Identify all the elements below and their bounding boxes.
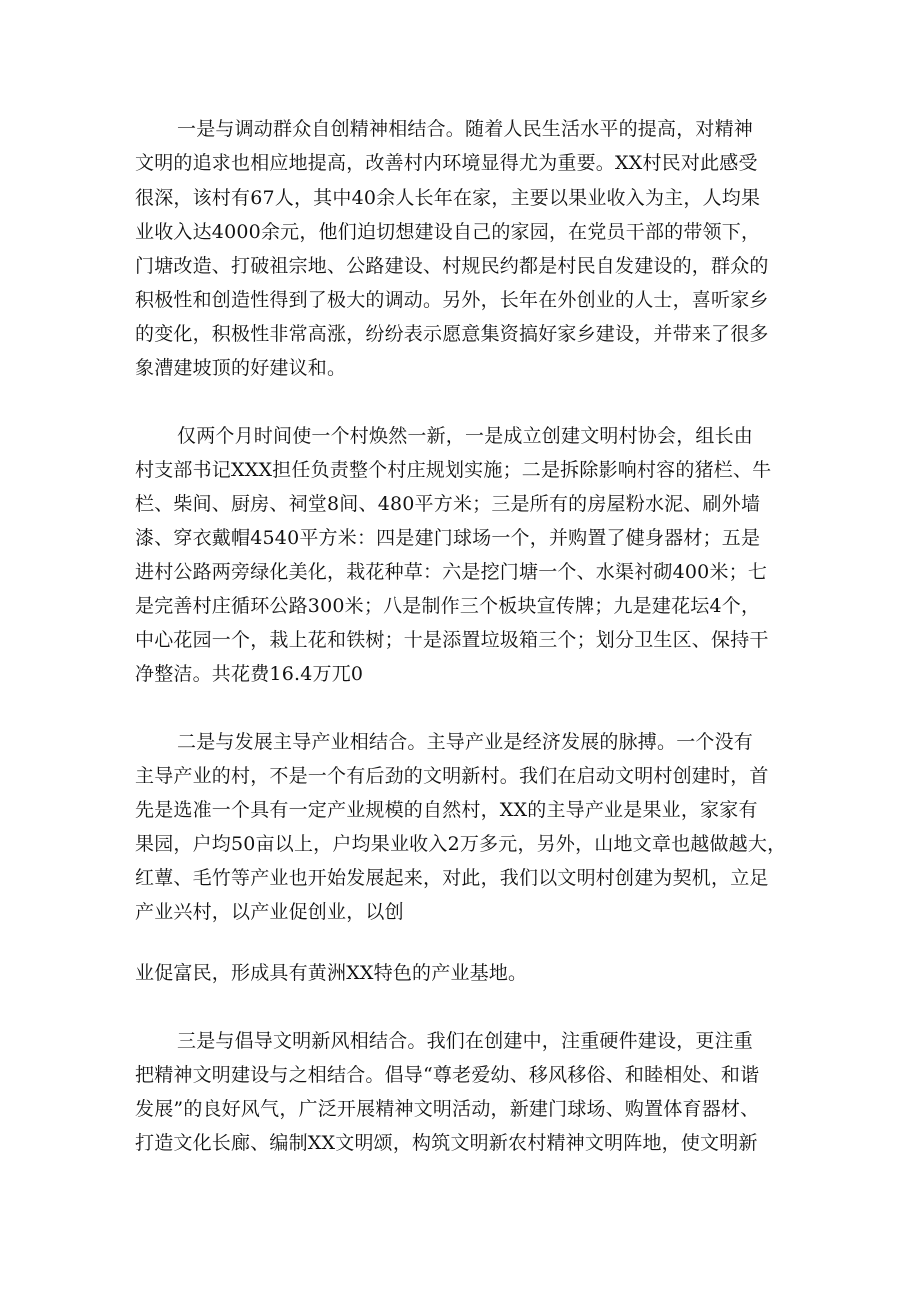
paragraph-1-line-6: 积极性和创造性得到了极大的调动。另外，长年在外创业的人士，喜听家乡 xyxy=(135,289,769,311)
paragraph-5-line-3: 发展”的良好风气，广泛开展精神文明活动，新建门球场、购置体育器材、 xyxy=(135,1098,760,1120)
paragraph-2-line-1: 仅两个月时间使一个村焕然一新，一是成立创建文明村协会，组长由 xyxy=(177,425,754,447)
paragraph-5-line-1: 三是与倡导文明新风相结合。我们在创建中，注重硬件建设，更注重 xyxy=(177,1030,754,1052)
paragraph-3-line-2: 主导产业的村，不是一个有后劲的文明新村。我们在启动文明村创建时，首 xyxy=(135,765,769,787)
paragraph-5-line-4: 打造文化长廊、编制XX文明颂，构筑文明新农村精神文明阵地，使文明新 xyxy=(135,1132,758,1154)
paragraph-2-line-8: 净整洁。共花费16.4万兀0 xyxy=(135,663,364,685)
paragraph-1-line-1: 一是与调动群众自创精神相结合。随着人民生活水平的提高，对精神 xyxy=(177,118,754,140)
paragraph-1-line-4: 业收入达4000余元，他们迫切想建设自己的家园，在党员干部的带领下， xyxy=(135,221,761,243)
paragraph-3-line-6: 产业兴村，以产业促创业，以创 xyxy=(135,901,404,923)
paragraph-2-line-4: 漆、穿衣戴帽4540平方米：四是建门球场一个，并购置了健身器材；五是 xyxy=(135,527,761,549)
paragraph-4-line-1: 业促富民，形成具有黄洲XX特色的产业基地。 xyxy=(135,962,528,984)
paragraph-2-line-2: 村支部书记XXX担任负责整个村庄规划实施；二是拆除影响村容的猪栏、牛 xyxy=(135,459,772,481)
paragraph-1-line-3: 很深，该村有67人，其中40余人长年在家，主要以果业收入为主，人均果 xyxy=(135,187,761,209)
paragraph-1-line-2: 文明的追求也相应地提高，改善村内环境显得尤为重要。XX村民对此感受 xyxy=(135,152,758,174)
paragraph-3-line-1: 二是与发展主导产业相结合。主导产业是经济发展的脉搏。一个没有 xyxy=(177,731,754,753)
paragraph-5-line-2: 把精神文明建设与之相结合。倡导“尊老爱幼、移风移俗、和睦相处、和谐 xyxy=(135,1064,760,1086)
paragraph-3-line-5: 红蕈、毛竹等产业也开始发展起来，对此，我们以文明村创建为契机，立足 xyxy=(135,867,769,889)
paragraph-2-line-5: 进村公路两旁绿化美化，栽花种草：六是挖门塘一个、水渠衬砌400米；七 xyxy=(135,561,768,583)
paragraph-3-line-4: 果园，户均50亩以上，户均果业收入2万多元，另外，山地文章也越做越大， xyxy=(135,833,787,855)
paragraph-1-line-8: 象漕建坡顶的好建议和。 xyxy=(135,357,347,379)
paragraph-2-line-3: 栏、柴间、厨房、祠堂8间、480平方米；三是所有的房屋粉水泥、刷外墙 xyxy=(135,493,761,515)
paragraph-2-line-7: 中心花园一个，栽上花和铁树；十是添置垃圾箱三个；划分卫生区、保持干 xyxy=(135,629,769,651)
paragraph-1-line-5: 门塘改造、打破祖宗地、公路建设、村规民约都是村民自发建设的，群众的 xyxy=(135,255,769,277)
paragraph-3-line-3: 先是选准一个具有一定产业规模的自然村，XX的主导产业是果业，家家有 xyxy=(135,799,758,821)
paragraph-2-line-6: 是完善村庄循环公路300米；八是制作三个板块宣传牌；九是建花坛4个， xyxy=(135,595,761,617)
paragraph-1-line-7: 的变化，积极性非常高涨，纷纷表示愿意集资搞好家乡建设，并带来了很多 xyxy=(135,323,769,345)
